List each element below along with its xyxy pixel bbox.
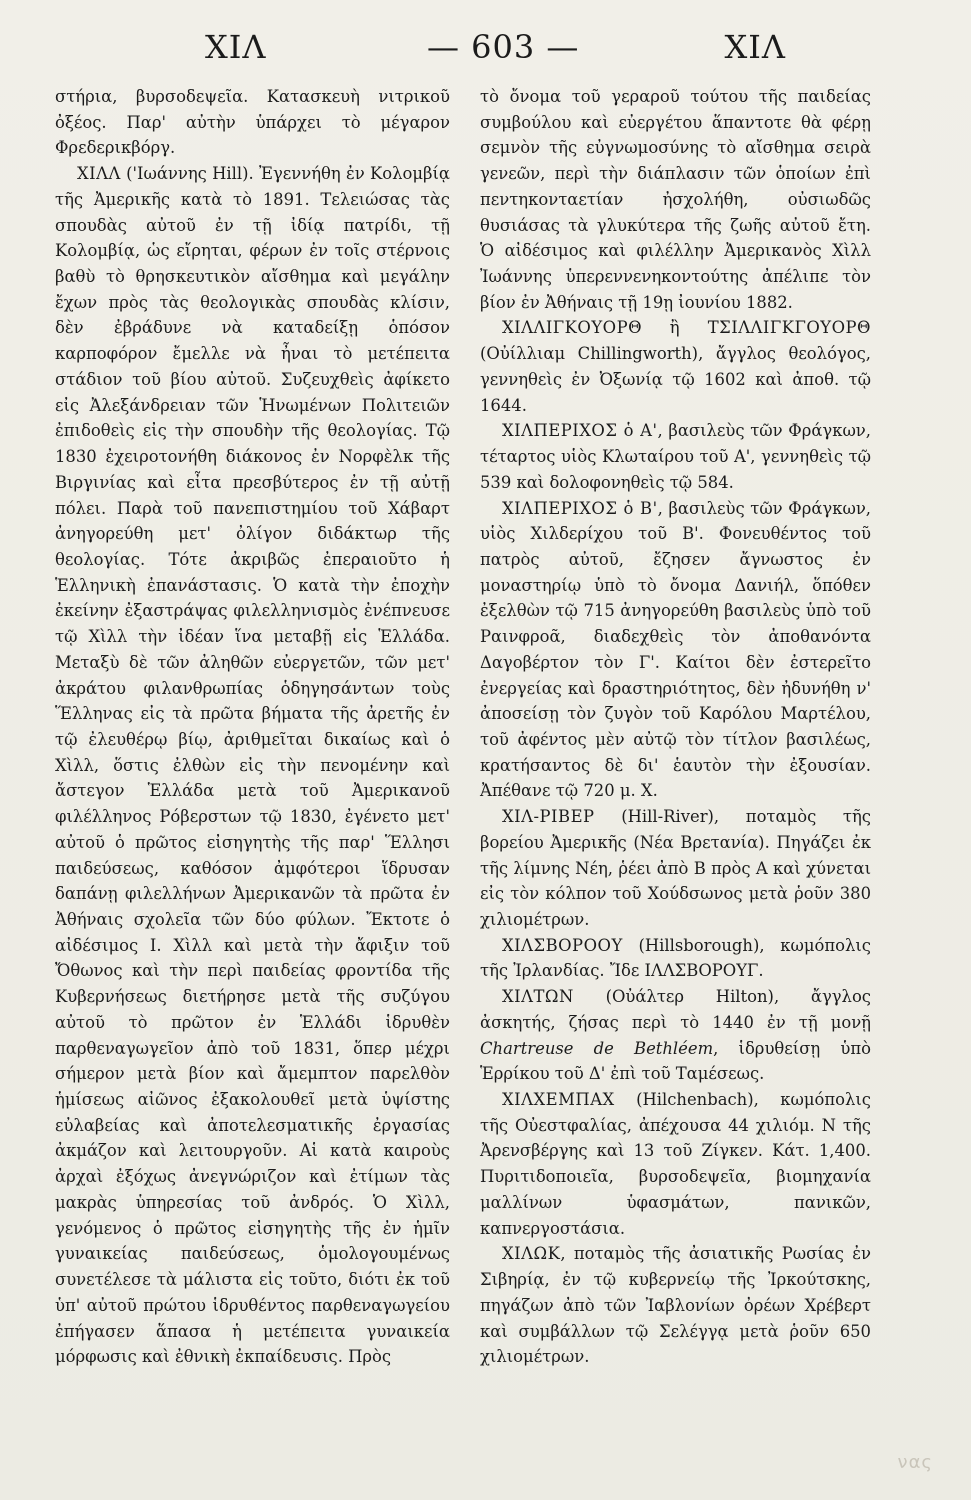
entry-hilok bbox=[480, 1241, 871, 1370]
entry-body: , βασιλεὺς τῶν Φράγκων, υἱὸς Χιλδερίχου τοῦ Β'. Φονευθέντος τοῦ πατρὸς αὐτοῦ, ἔζησεν ἄγνωστος ἐν μοναστηρίῳ ὑπὸ τὸ ὄνομα Δανιήλ, ὅπόθεν ἐξελθὼν τῷ 715 ἀνηγορεύθη βασιλεὺς ὑπὸ τοῦ Ραινφροᾶ, διαδεχθεὶς τὸν ἀποθανόντα Δαγοβέρτον τὸν Γ'. Καίτοι δὲν ἐστερεῖτο ἐνεργείας καὶ δραστηριότητος, δὲν ἠδυνήθη ν' ἀποσείσῃ τὸν ζυγὸν τοῦ Καρόλου Μαρτέλου, τοῦ ἀφέντος μὲν αὐτῷ τὸν τίτλον βασιλέως, κρατήσαντος δὲ δι' ἑαυτὸν τὴν ἐξουσίαν. Ἀπέθανε τῷ 720 μ. Χ. bbox=[480, 498, 871, 801]
entry-headword: ΧΙΛΩΚ bbox=[502, 1244, 561, 1264]
entry-headword: ΧΙΛΛ bbox=[77, 164, 121, 184]
header-right-running-title: ΧΙΛ bbox=[724, 28, 786, 66]
entry-hillsborough bbox=[480, 933, 871, 984]
entry-hill-river bbox=[480, 804, 871, 933]
left-column bbox=[55, 84, 450, 1370]
paragraph-text: στήρια, βυρσοδεψεῖα. Κατασκευὴ νιτρικοῦ ὀξέος. Παρ' αὐτὴν ὑπάρχει τὸ μέγαρον Φρεδερικβόργ. bbox=[55, 87, 450, 158]
entry-headword: ΧΙΛΠΕΡΙΧΟΣ ὁ Β' bbox=[502, 498, 658, 518]
entry-body-italic: Chartreuse de Bethléem bbox=[480, 1038, 714, 1058]
page-number: — 603 — bbox=[427, 28, 580, 66]
continued-paragraph bbox=[55, 84, 450, 161]
entry-headword: ΧΙΛ-ΡΙΒΕΡ bbox=[502, 807, 595, 827]
entry-chilperic-1 bbox=[480, 418, 871, 495]
entry-hilchenbach bbox=[480, 1087, 871, 1241]
entry-hilton bbox=[480, 984, 871, 1087]
entry-chillingworth bbox=[480, 315, 871, 418]
entry-chilperic-2 bbox=[480, 496, 871, 805]
entry-body: (Οὐίλλιαμ Chillingworth), ἄγγλος θεολόγος, γεννηθεὶς ἐν Ὀξωνίᾳ τῷ 1602 καὶ ἀποθ. τῷ 1644. bbox=[480, 344, 871, 415]
right-column bbox=[480, 84, 871, 1370]
entry-headword: ΧΙΛΠΕΡΙΧΟΣ ὁ Α' bbox=[502, 421, 658, 441]
entry-body: (Hill-River), ποταμὸς τῆς βορείου Ἀμερικῆς (Νέα Βρετανία). Πηγάζει ἐκ τῆς λίμνης Νέη, ῥέει ἀπὸ Β πρὸς Α καὶ χύνεται εἰς τὸν κόλπον τοῦ Χούδσωνος μετὰ ῥοῦν 380 χιλιομέτρων. bbox=[480, 807, 871, 929]
entry-body: , ποταμὸς τῆς ἀσιατικῆς Ρωσίας ἐν Σιβηρίᾳ, ἐν τῷ κυβερνείῳ τῆς Ἰρκούτσκης, πηγάζων ἀπὸ τῶν Ἰαβλονίων ὀρέων Χρέβερτ καὶ συμβάλλων τῷ Σελέγγᾳ μετὰ ῥοῦν 650 χιλιομέτρων. bbox=[480, 1244, 871, 1367]
entry-body: (Οὐάλτερ Hilton), ἄγγλος ἀσκητής, ζήσας περὶ τὸ 1440 ἐν τῇ μονῇ bbox=[480, 987, 871, 1032]
entry-hill-john bbox=[55, 161, 450, 1370]
entry-body: , βασιλεὺς τῶν Φράγκων, τέταρτος υἱὸς Κλωταίρου τοῦ Α', γεννηθεὶς τῷ 539 καὶ δολοφονηθεὶς τῷ 584. bbox=[480, 421, 871, 492]
paragraph-text: τὸ ὄνομα τοῦ γεραροῦ τούτου τῆς παιδείας συμβούλου καὶ εὐεργέτου ἅπαντοτε θὰ φέρῃ σεμνὸν τῆς εὐγνωμοσύνης τὸ αἴσθημα σειρὰ γενεῶν, περὶ τὴν διάπλασιν τῶν ὁποίων ἐπὶ πεντηκονταετίαν ἠσχολήθη, οὐσιωδῶς θυσιάσας τὰ γλυκύτερα τῆς ζωῆς αὐτοῦ ἔτη. Ὁ αἰδέσιμος καὶ φιλέλλην Ἀμερικανὸς Χὶλλ Ἰωάννης ὑπερεννενηκοντούτης ἀπέλιπε τὸν βίον ἐν Ἀθήναις τῇ 19ῃ ἰουνίου 1882. bbox=[480, 87, 871, 312]
entry-headword: ΧΙΛΧΕΜΠΑΧ bbox=[502, 1090, 615, 1110]
watermark-text: νας bbox=[897, 1452, 933, 1473]
entry-body: (Hilchenbach), κωμόπολις τῆς Οὐεστφαλίας, ἀπέχουσα 44 χιλιόμ. Ν τῆς Ἀρενσβέργης καὶ 13 τοῦ Ζίγκεν. Κάτ. 1,400. Πυριτιδοποιεῖα, βυρσοδεψεῖα, βιομηχανία μαλλίνων ὑφασμάτων, πανικῶν, καπνεργοστάσια. bbox=[480, 1090, 871, 1238]
continued-paragraph bbox=[480, 84, 871, 315]
entry-headword: ΧΙΛΛΙΓΚΟΥΟΡΘ ἢ ΤΣΙΛΛΙΓΚΓΟΥΟΡΘ bbox=[502, 318, 871, 338]
header-left-running-title: ΧΙΛ bbox=[205, 28, 267, 66]
entry-body: ('Ιωάννης Hill). Ἐγεννήθη ἐν Κολομβίᾳ τῆς Ἀμερικῆς κατὰ τὸ 1891. Τελειώσας τὰς σπουδὰς αὐτοῦ ἐν τῇ ἰδίᾳ πατρίδι, τῇ Κολομβίᾳ, ὡς εἴρηται, φέρων ἐν τοῖς στέρνοις βαθὺ τὸ θρησκευτικὸν αἴσθημα καὶ μεγάλην ἔχων πρὸς τὰς θεολογικὰς σπουδὰς κλίσιν, δὲν ἐβράδυνε νὰ καταδείξῃ ὁπόσον καρποφόρον ἔμελλε νὰ ἦναι τὸ μετέπειτα στάδιον τοῦ βίου αὐτοῦ. Συζευχθεὶς ἀφίκετο εἰς Ἀλεξάνδρειαν τῶν Ἡνωμένων Πολιτειῶν ἐπιδοθεὶς εἰς τὴν σπουδὴν τῆς θεολογίας. Τῷ 1830 ἐχειροτονήθη διάκονος ἐν Νορφὲλκ τῆς Βιργινίας καὶ εἶτα πρεσβύτερος ἐν τῇ αὐτῇ πόλει. Παρὰ τοῦ πανεπιστημίου τοῦ Χάβαρτ ἀνηγορεύθη μετ' ὀλίγον διδάκτωρ τῆς θεολογίας. Τότε ἀκριβῶς ἐπεραιοῦτο ἡ Ἑλληνικὴ ἐπανάστασις. Ὁ κατὰ τὴν ἐποχὴν ἐκείνην ἐξαστράψας φιλελληνισμὸς ἐνέπνευσε τῷ Χὶλλ τὴν ἰδέαν ἵνα μεταβῇ εἰς Ἑλλάδα. Μεταξὺ δὲ τῶν ἀληθῶν εὐεργετῶν, τῶν μετ' ἀκράτου φιλανθρωπίας ὁδηγησάντων τοὺς Ἕλληνας εἰς τὰ πρῶτα βήματα τῆς ἀρετῆς ἐν τῷ ἐλευθέρῳ βίῳ, ἀριθμεῖται δικαίως καὶ ὁ Χὶλλ, ὅστις ἐλθὼν εἰς τὴν πενομένην καὶ ἄστεγον Ἑλλάδα μετὰ τοῦ Ἀμερικανοῦ φιλέλληνος Ρόβερστων τῷ 1830, ἐγένετο μετ' αὐτοῦ ὁ πρῶτος εἰσηγητὴς τῆς παρ' Ἕλλησι παιδεύσεως, καθόσον ἀμφότεροι ἵδρυσαν δαπάνῃ φιλελλήνων Ἀμερικανῶν τὰ πρῶτα ἐν Ἀθήναις σχολεῖα τῶν δύο φύλων. Ἔκτοτε ὁ αἰδέσιμος Ι. Χὶλλ καὶ μετὰ τὴν ἄφιξιν τοῦ Ὄθωνος καὶ τὴν περὶ παιδείας φροντίδα τῆς Κυβερνήσεως διετήρησε μετὰ τῆς συζύγου αὐτοῦ τὸ πρῶτον ἐν Ἑλλάδι ἱδρυθὲν παρθεναγωγεῖον ἀπὸ τοῦ 1831, ὅπερ μέχρι σήμερον μετὰ βίον καὶ ἄμεμπτον παρελθὸν ἡμίσεως αἰῶνος ἐξακολουθεῖ μετὰ ὑψίστης εὐλαβείας καὶ ἀποτελεσματικῆς ἐργασίας ἀκμάζον καὶ λειτουργοῦν. Αἱ κατὰ καιροὺς ἀρχαὶ ἐξόχως ἀνεγνώριζον καὶ ἐτίμων τὰς μακρὰς ὑπηρεσίας τοῦ ἀνδρός. Ὁ Χὶλλ, γενόμενος ὁ πρῶτος εἰσηγητὴς τῆς ἐν ἡμῖν γυναικείας παιδεύσεως, ὁμολογουμένως συνετέλεσε τὰ μάλιστα εἰς τοῦτο, διότι ἐκ τοῦ ὑπ' αὐτοῦ πρώτου ἱδρυθέντος παρθεναγωγείου ἐπήγασεν ἅπασα ἡ μετέπειτα γυναικεία μόρφωσις καὶ ἐθνικὴ ἐκπαίδευσις. Πρὸς bbox=[55, 164, 450, 1367]
entry-body: (Hillsborough), κωμόπολις τῆς Ἰρλανδίας. Ἴδε ΙΛΛΣΒΟΡΟΥΓ. bbox=[480, 935, 871, 981]
entry-body: , ἱδρυθείσῃ ὑπὸ Ἑρρίκου τοῦ Δ' ἐπὶ τοῦ Ταμέσεως. bbox=[480, 1038, 871, 1084]
entry-headword: ΧΙΛΣΒΟΡΟΟΥ bbox=[502, 935, 623, 955]
page-header bbox=[55, 28, 936, 72]
entry-headword: ΧΙΛΤΩΝ bbox=[502, 987, 574, 1007]
